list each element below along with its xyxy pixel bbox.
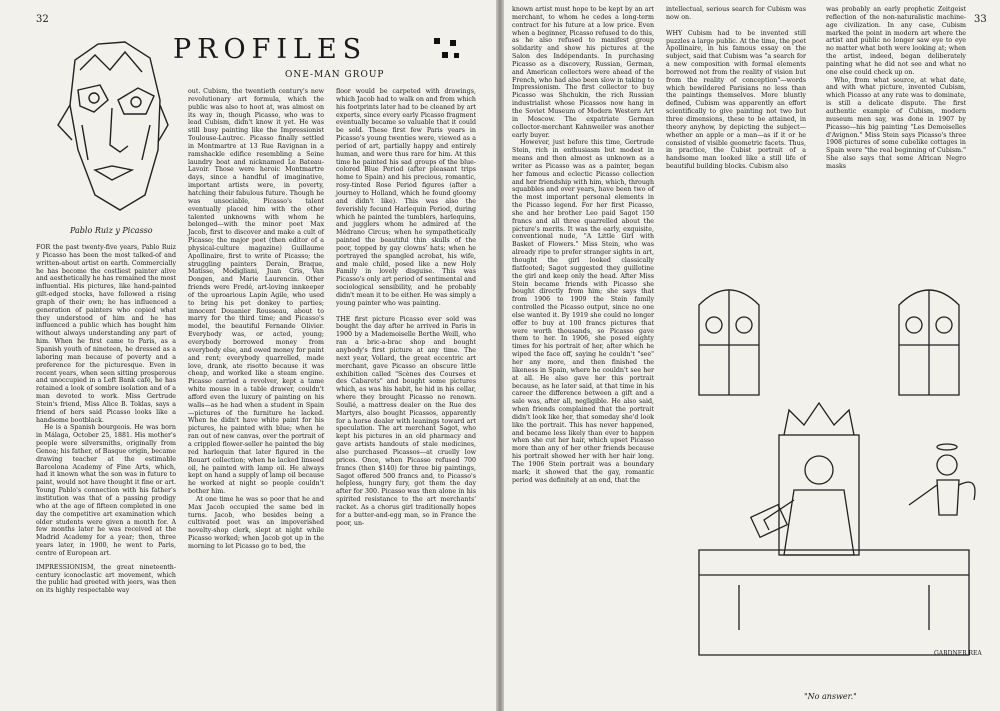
right-column-3	[826, 6, 966, 286]
section-title: PROFILES	[173, 34, 368, 65]
paragraph: THE first picture Picasso ever sold was bought the day after he arrived in Paris in 1900 by a Mademoiselle Berthe Weill, who ran a bric-a-brac shop and bought anybody's first picture at any time. The next year, Vollard, the great eccentric art merchant, gave Picasso an obscure little exhibition called "Scènes des Courses et des Cabarets" and bought some pictures which, as was his habit, he hid in his cellar, where they brought Picasso no renown. Soulié, a mattress dealer on the Rue des Martyrs, also bought Picassos, apparently for a horse dealer with leanings toward art speculation. The art merchant Sagot, who kept his pictures in an old pharmacy and gave artists handouts of stale medicines, also purchased Picassos—at cruelly low prices. Once, when Picasso refused 700 francs (then $140) for three big paintings, Sagot offered 500 francs and, to Picasso's helpless, hungry fury, got them the day after for 300. Picasso was then alone in his spirited resistance to the art merchants' racket. As a chorus girl traditionally hopes for a butter-and-egg man, so in France the poor, un-	[336, 315, 476, 527]
paragraph: intellectual, serious search for Cubism was now on.	[666, 6, 806, 21]
left-column-3	[336, 88, 476, 704]
paragraph: WHY Cubism had to be invented still puzzles a large public. At the time, the poet Apollinaire, in his famous essay on the subject, said that Cubism was "a search for a new composition with formal elements borrowed not from the reality of vision but from the reality of conception"—words which bewildered Parisians no less than the paintings themselves. More bluntly defined, Cubism was apparently an effort scientifically to give painting not two but three dimensions, these to be attained, in theory anyhow, by depicting the subject—whether an apple or a man—as if it or he consisted of visible geometric facets. Thus, in practice, the Cubist portrait of a handsome man looked like a still life of beautiful building blocks. Cubism also	[666, 29, 806, 171]
cartoon-caption: "No answer."	[804, 692, 857, 701]
cartoon-signature: GARDNER REA	[934, 650, 982, 657]
right-page	[504, 0, 1000, 711]
page-gutter	[496, 0, 504, 711]
paragraph: At one time he was so poor that he and Max Jacob occupied the same bed in turns. Jacob, who besides being a cultivated poet was an impoverished novelty-shop clerk, slept at night while Picasso worked; when Jacob got up in the morning to let Picasso go to bed, the	[188, 495, 324, 550]
paragraph: Who, from what source, at what date, and with what picture, invented Cubism, which Picasso at any rate was to dominate, is still a delicate dispute. The first authentic example of Cubism, modern museum men say, was done in 1907 by Picasso—his big painting "Les Demoiselles d'Avignon." Miss Stein says Picasso's three 1908 pictures of some cubelike cottages in Spain were "the real beginning of Cubism." She also says that some African Negro masks	[826, 76, 966, 170]
picasso-portrait-sketch	[50, 30, 170, 220]
left-page	[0, 0, 496, 711]
title-ornament-icon	[432, 36, 462, 62]
section-subtitle: ONE-MAN GROUP	[285, 70, 385, 80]
paragraph: known artist must hope to be kept by an art merchant, to whom he cedes a long-term contract for his future at a low price. Even when a beginner, Picasso refused to do this, as he also refused to manifest group solidarity and show his pictures at the Salon des Indépendants. In purchasing Picasso as a discovery, Russian, German, and American collectors were ahead of the French, who had also been slow in taking to Impressionism. The first collector to buy Picasso was Shchukin, the rich Russian industrialist whose Picassos now hang in the Soviet Museum of Modern Western Art in Moscow. The expatriate German collector-merchant Kahnweiler was another early buyer.	[512, 6, 654, 139]
portrait-caption: Pablo Ruiz y Picasso	[70, 226, 153, 235]
paragraph: floor would be carpeted with drawings, which Jacob had to walk on and from which his footprints later had to be cleaned by art experts, since every early Picasso fragment eventually became so valuable that it could be sold. These first few Paris years in Picasso's young twenties were, viewed as a period of art, partially happy and entirely human, and were thus rare for him. At this time he painted his sad groups of the blue-colored Blue Period (after pleasant trips home to Spain) and his precious, romantic, rosy-tinted Rose Period figures (after a journey to Holland, which he found gloomy and didn't like). This was also the feverishly fecund Harlequin Period, during which he painted the tumblers, harlequins, and jugglers whom he admired at the Médrano Circus; when he sympathetically painted the beautiful thin skulls of the poor, topped by gay clowns' hats; when he portrayed the spangled acrobat, his wife, and male child, posed like a new Holy Family in lovely disguise. This was Picasso's only art period of sentimental and sociological sensibility, and he probably didn't mean it to be either. He was simply a young painter who was painting.	[336, 88, 476, 307]
left-column-1	[36, 244, 176, 704]
paragraph: out. Cubism, the twentieth century's new revolutionary art formula, which the public was also to hoot at, was almost on its way in, though Picasso, who was to lead Cubism, didn't know it yet. He was still busy painting like the Impressionist Toulouse-Lautrec. Picasso finally settled in Montmartre at 13 Rue Ravignan in a ramshackle edifice resembling a Seine laundry boat and nicknamed Le Bateau-Lavoir. Those were heroic Montmartre days, since a handful of imaginative, important artists were, in poverty, hatching their fabulous future. Though he was unsociable, Picasso's talent eventually placed him with the other talented unknowns with whom he belonged—with the minor poet Max Jacob, first to discover and make a cult of Picasso; the major poet (then editor of a physical-culture magazine) Guillaume Apollinaire, first to write of Picasso; the struggling painters Derain, Braque, Matisse, Modigliani, Juan Gris, Van Dongen, and Marie Laurencin. Other friends were Fredé, art-loving innkeeper of the uproarious Lapin Agile, who used to bring his pet donkey to parties; innocent Douanier Rousseau, about to marry for the third time; and Picasso's model, the beautiful Fernande Olivier. Everybody was, or acted, young; everybody borrowed money from everybody else, and owed money for paint and rent; everybody quarrelled, made love, drank, ate risotto because it was cheap, and worked like a steam engine. Picasso carried a revolver, kept a tame white mouse in a table drawer, couldn't afford even the luxury of painting on his walls—as he had when a student in Spain—pictures of the furniture he lacked. When he didn't have white paint for his pictures, he painted with blue; when he ran out of new canvas, over the portrait of a crippled flower-seller he painted the big red harlequin that later figured in the Rouart collection; when he lacked linseed oil, he painted with lamp oil. He always kept on hand a supply of lamp oil because he worked at night so people couldn't bother him.	[188, 88, 324, 496]
paragraph: However, just before this time, Gertrude Stein, rich in enthusiasm but modest in means and then almost as unknown as a writer as Picasso was as a painter, began her famous and eclectic Picasso collection and her friendship with him, which, through squabbles and over years, have been two of the most important personal elements in the Picasso legend. For her first Picasso, she and her brother Leo paid Sagot 150 francs and all three quarrelled about the picture's merits. It was the early, exquisite, conventional nude, "A Little Girl with Basket of Flowers." Miss Stein, who was already ripe to prefer stranger sights in art, thought the girl looked classically flatfooted; Sagot suggested they guillotine the girl and keep only the head. After Miss Stein became friends with Picasso she bought directly from him; she says that from 1906 to 1909 the Stein family controlled the Picasso output, since no one else wanted it. By 1919 she could no longer offer to buy at 100 francs pictures that were worth thousands, so Picasso gave them to her. In 1906, she posed eighty times for his portrait of her, after which he wiped the face off, saying he couldn't "see" her any more, and then finished the likeness in Spain, where he couldn't see her at all. He also gave her this portrait because, as he later said, at that time in his career the difference between a gift and a sale was, after all, negligible. He also said, when friends complained that the portrait didn't look like her, that someday she'd look like the portrait. This has never happened, and became less likely than ever to happen when she cut her hair, which upset Picasso more than any of her other friends because his portrait showed her with her hair long. The 1906 Stein portrait was a boundary mark; it showed that the gay, romantic period was definitely at an end, that the	[512, 139, 654, 484]
left-column-2	[188, 88, 324, 704]
paragraph: FOR the past twenty-five years, Pablo Ruiz y Picasso has been the most talked-of and written-about artist on earth. Commercially he has become the costliest painter alive and aesthetically he has remained the most influential. His pictures, like hand-painted gilt-edged stocks, have followed a rising graph of their own; he has influenced a generation of painters who copied what they understood of him and he has influenced a public which has bought him without always understanding any part of him. When he first came to Paris, as a Spanish youth of nineteen, he dressed as a laboring man because of poverty and a preference for the picturesque. Even in recent years, when seen sitting prosperous and unoccupied in a Left Bank café, he has retained a look of sombre isolation and of a man devoted to work. Miss Gertrude Stein's friend, Miss Alice B. Toklas, says a friend of hers said Picasso looks like a handsome bootblack.	[36, 244, 176, 424]
page-number-left: 32	[36, 14, 49, 25]
paragraph: was probably an early prophetic Zeitgeist reflection of the non-naturalistic machine-age civilization. In any case, Cubism marked the point in modern art where the artist and public no longer saw eye to eye no matter what both were looking at; when the artist, indeed, began deliberately painting what he did not see and what no one else could check up on.	[826, 6, 966, 76]
cartoon-illustration	[669, 285, 989, 685]
paragraph: IMPRESSIONISM, the great nineteenth-century iconoclastic art movement, which the public had greeted with jeers, was then on its highly respectable way	[36, 563, 176, 595]
page-number-right: 33	[974, 14, 987, 25]
right-column-2	[666, 6, 806, 286]
right-column-1	[512, 6, 654, 484]
paragraph: He is a Spanish bourgeois. He was born in Málaga, October 25, 1881. His mother's people were silversmiths, originally from Genoa; his father, of Basque origin, became drawing teacher at the estimable Barcelona Academy of Fine Arts, which, had it known what the son was in future to paint, would not have thought it fine or art. Young Pablo's connection with his father's institution was that of a passing prodigy who at the age of fifteen completed in one day the competitive art examination which older students were given a month for. A few months later he was received at the Madrid Academy for a year; then, three years later, in 1900, he went to Paris, centre of European art.	[36, 424, 176, 557]
